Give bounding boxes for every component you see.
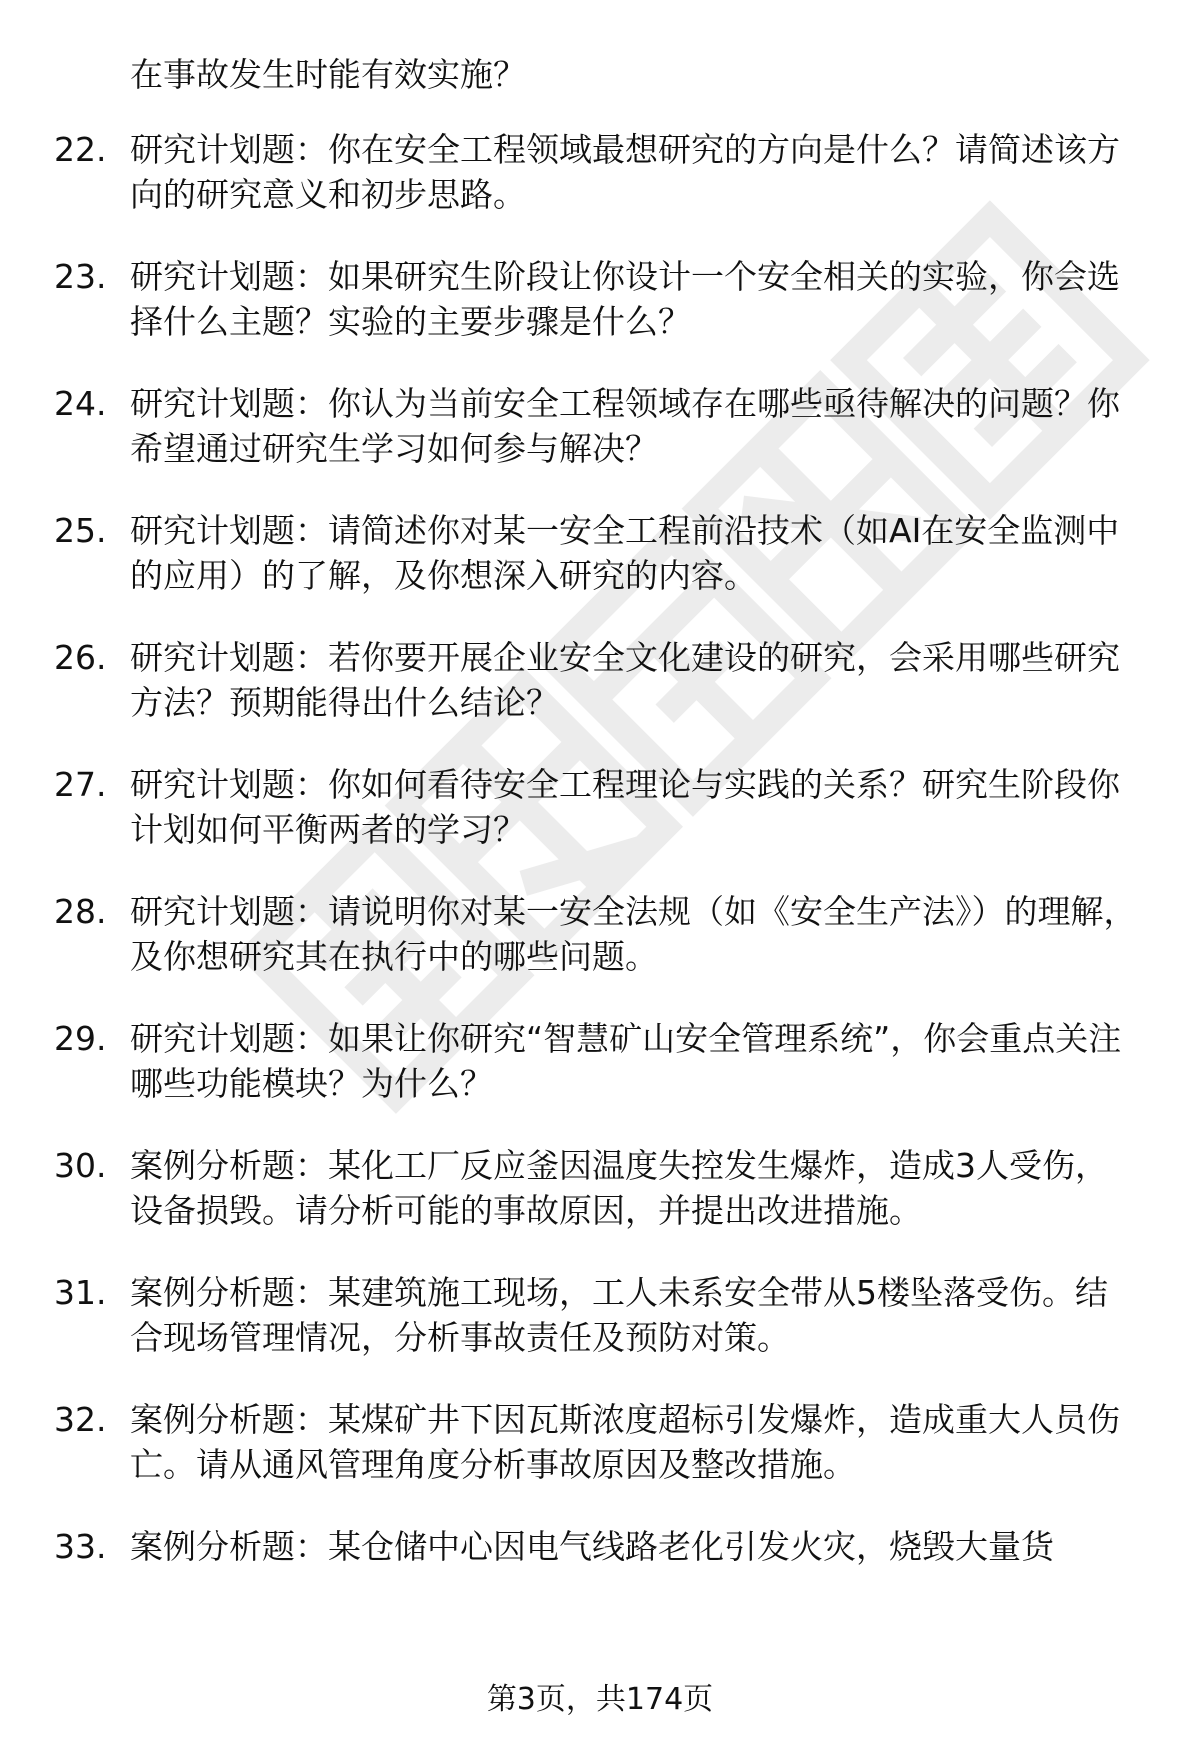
- question-text: 研究计划题：若你要开展企业安全文化建设的研究，会采用哪些研究方法？预期能得出什么结论？: [130, 638, 1120, 722]
- question-number: 26.: [54, 638, 107, 677]
- question-item: [0, 1016, 1140, 1106]
- continued-text: 在事故发生时能有效实施？: [130, 55, 526, 94]
- question-item: [0, 1397, 1140, 1487]
- question-number: 25.: [54, 511, 107, 550]
- question-list: [0, 52, 1200, 1606]
- question-text: 案例分析题：某化工厂反应釜因温度失控发生爆炸，造成3人受伤，设备损毁。请分析可能的事故原因，并提出改进措施。: [130, 1146, 1108, 1230]
- question-number: 23.: [54, 257, 107, 296]
- question-item: [0, 1270, 1140, 1360]
- question-number: 24.: [54, 384, 107, 423]
- question-number: 22.: [54, 130, 107, 169]
- question-text: 研究计划题：你在安全工程领域最想研究的方向是什么？请简述该方向的研究意义和初步思路。: [130, 130, 1120, 214]
- question-text: 研究计划题：你认为当前安全工程领域存在哪些亟待解决的问题？你希望通过研究生学习如何参与解决？: [130, 384, 1120, 468]
- question-item: [0, 635, 1140, 725]
- question-item: [0, 254, 1140, 344]
- question-number: 31.: [54, 1273, 107, 1312]
- question-number: 33.: [54, 1527, 107, 1566]
- question-text: 研究计划题：如果让你研究“智慧矿山安全管理系统”，你会重点关注哪些功能模块？为什么？: [130, 1019, 1122, 1103]
- question-item: [0, 1143, 1140, 1233]
- question-item: [0, 889, 1140, 979]
- question-item: [0, 762, 1140, 852]
- question-text: 案例分析题：某仓储中心因电气线路老化引发火灾，烧毁大量货: [130, 1527, 1054, 1566]
- page-footer: 第3页，共174页: [486, 1682, 714, 1717]
- question-text: 研究计划题：你如何看待安全工程理论与实践的关系？研究生阶段你计划如何平衡两者的学习？: [130, 765, 1120, 849]
- question-number: 28.: [54, 892, 107, 931]
- question-item: [0, 1524, 1140, 1569]
- question-item: [0, 381, 1140, 471]
- question-item: [0, 508, 1140, 598]
- question-text: 研究计划题：如果研究生阶段让你设计一个安全相关的实验，你会选择什么主题？实验的主要步骤是什么？: [130, 257, 1120, 341]
- question-item: [0, 127, 1140, 217]
- question-number: 32.: [54, 1400, 107, 1439]
- question-text: 研究计划题：请说明你对某一安全法规（如《安全生产法》）的理解，及你想研究其在执行中的哪些问题。: [130, 892, 1137, 976]
- question-number: 30.: [54, 1146, 107, 1185]
- question-number: 27.: [54, 765, 107, 804]
- question-text: 案例分析题：某煤矿井下因瓦斯浓度超标引发爆炸，造成重大人员伤亡。请从通风管理角度分析事故原因及整改措施。: [130, 1400, 1120, 1484]
- question-text: 案例分析题：某建筑施工现场，工人未系安全带从5楼坠落受伤。结合现场管理情况，分析事故责任及预防对策。: [130, 1273, 1108, 1357]
- question-text: 研究计划题：请简述你对某一安全工程前沿技术（如AI在安全监测中的应用）的了解，及你想深入研究的内容。: [130, 511, 1120, 595]
- question-number: 29.: [54, 1019, 107, 1058]
